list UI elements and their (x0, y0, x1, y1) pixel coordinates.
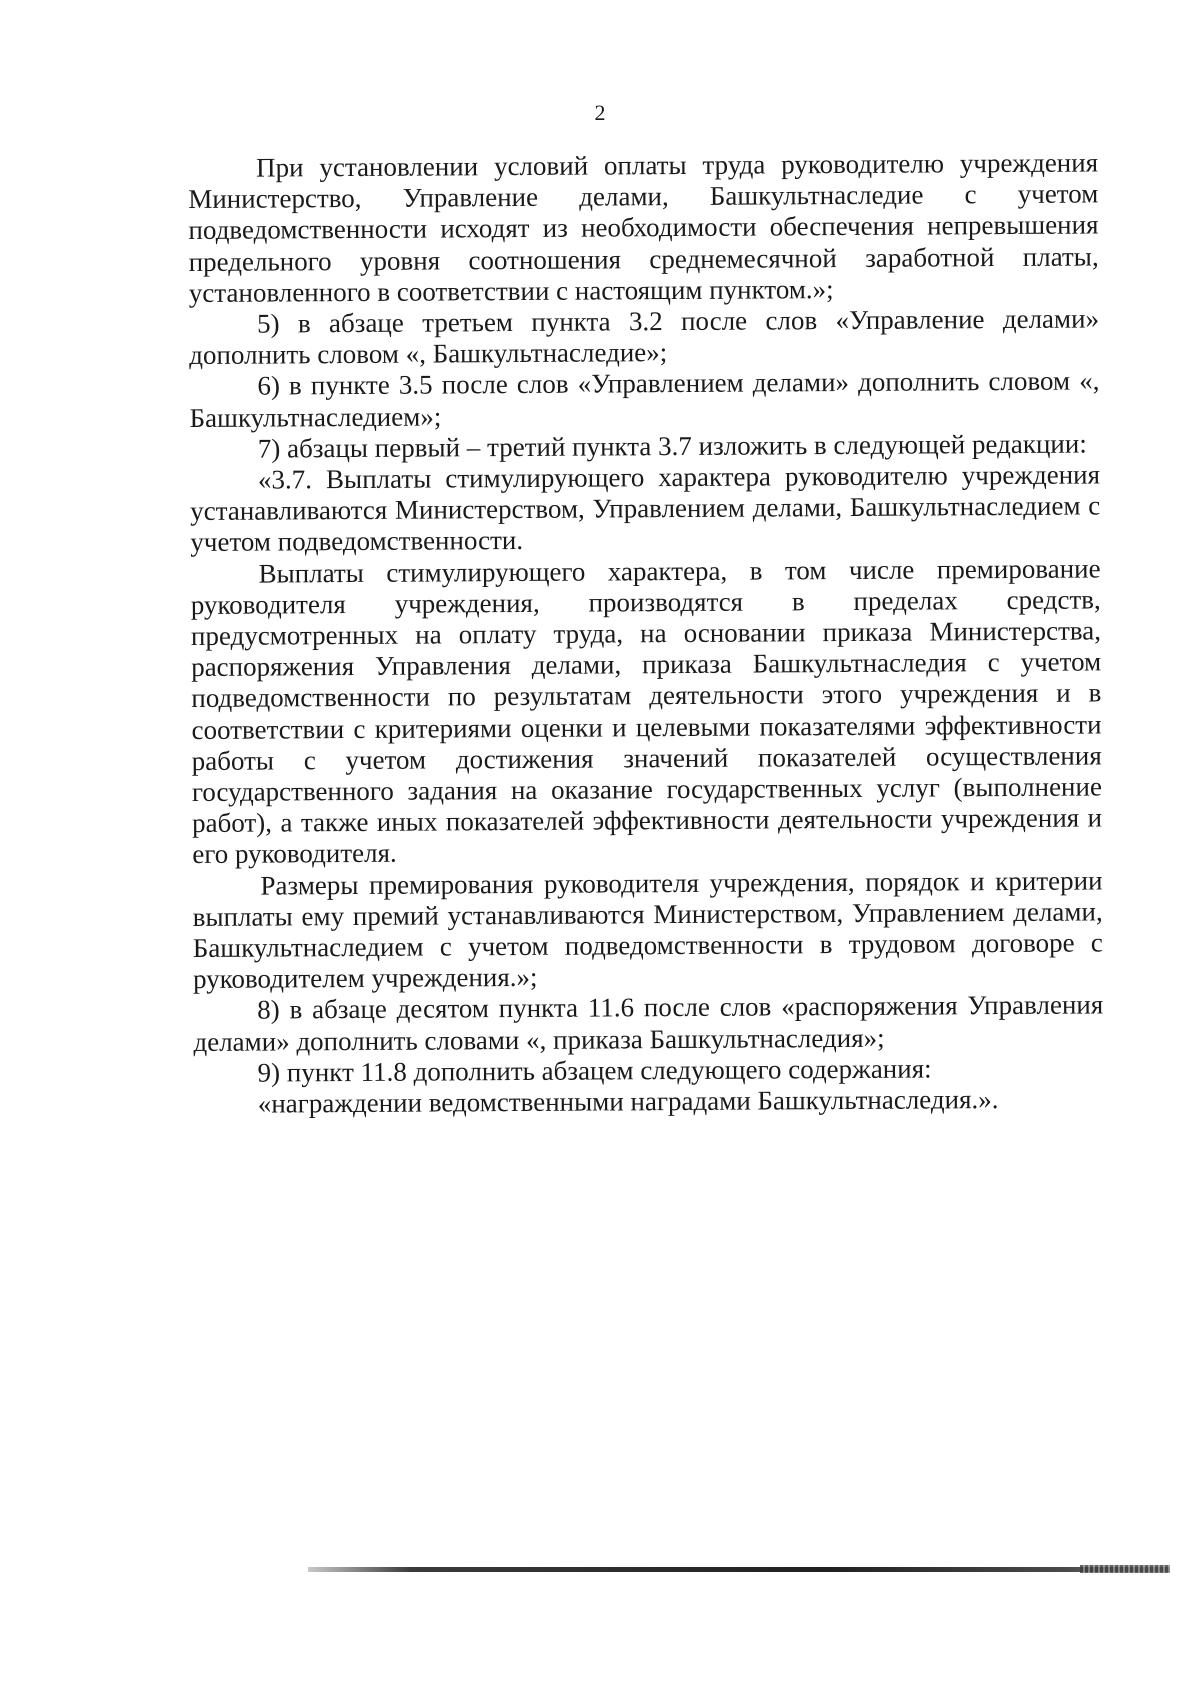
paragraph-item-8: 8) в абзаце десятом пункта 11.6 после слов «распоряжения Управления делами» дополнить словами «, приказа Башкультнаследия»; (193, 989, 1104, 1057)
scan-edge-noise (1080, 1565, 1170, 1573)
scan-edge-line (308, 1567, 1170, 1572)
paragraph-awards: «награждении ведомственными наградами Башкультнаследия.». (257, 1084, 999, 1119)
paragraph-pay-conditions: При установлении условий оплаты труда руководителю учреждения Министерство, Управление делами, Башкультнаследие с учетом подведомственности исходят из необходимости обеспечения непревышения предельного уровня соотношения среднемесячной заработной платы, установленного в соответствии с настоящим пунктом.»; (188, 147, 1099, 308)
paragraph-item-5: 5) в абзаце третьем пункта 3.2 после слов «Управление делами» дополнить словом «, Башкультнаследие»; (189, 303, 1100, 371)
paragraph-item-6: 6) в пункте 3.5 после слов «Управлением делами» дополнить словом «, Башкультнаследием»; (189, 365, 1100, 433)
paragraph-item-7: 7) абзацы первый – третий пункта 3.7 изложить в следующей редакции: (257, 428, 1087, 464)
paragraph-bonus-amounts: Размеры премирования руководителя учреждения, порядок и критерии выплаты ему премий устанавливаются Министерством, Управлением делами, Башкультнаследием с учетом подведомственности в трудовом договоре с руководителем учреждения.»; (192, 865, 1103, 995)
page-number: 2 (594, 100, 606, 125)
paragraph-incentive-payments: Выплаты стимулирующего характера, в том числе премирование руководителя учреждения, производятся в пределах средств, предусмотренных на оплату труда, на основании приказа Министерства, распоряжения Управления делами, приказа Башкультнаследия с учетом подведомственности по результатам деятельности этого учреждения и в соответствии с критериями оценки и целевыми показателями эффективности работы с учетом достижения значений показателей осуществления государственного задания на оказание государственных услуг (выполнение работ), а также иных показателей эффективности деятельности учреждения и его руководителя. (190, 553, 1103, 870)
document-body (188, 147, 1104, 1120)
paragraph-item-9: 9) пункт 11.8 дополнить абзацем следующего содержания: (257, 1053, 932, 1088)
paragraph-clause-3-7: «3.7. Выплаты стимулирующего характера руководителю учреждения устанавливаются Министерством, Управлением делами, Башкультнаследием с учетом подведомственности. (190, 459, 1101, 558)
